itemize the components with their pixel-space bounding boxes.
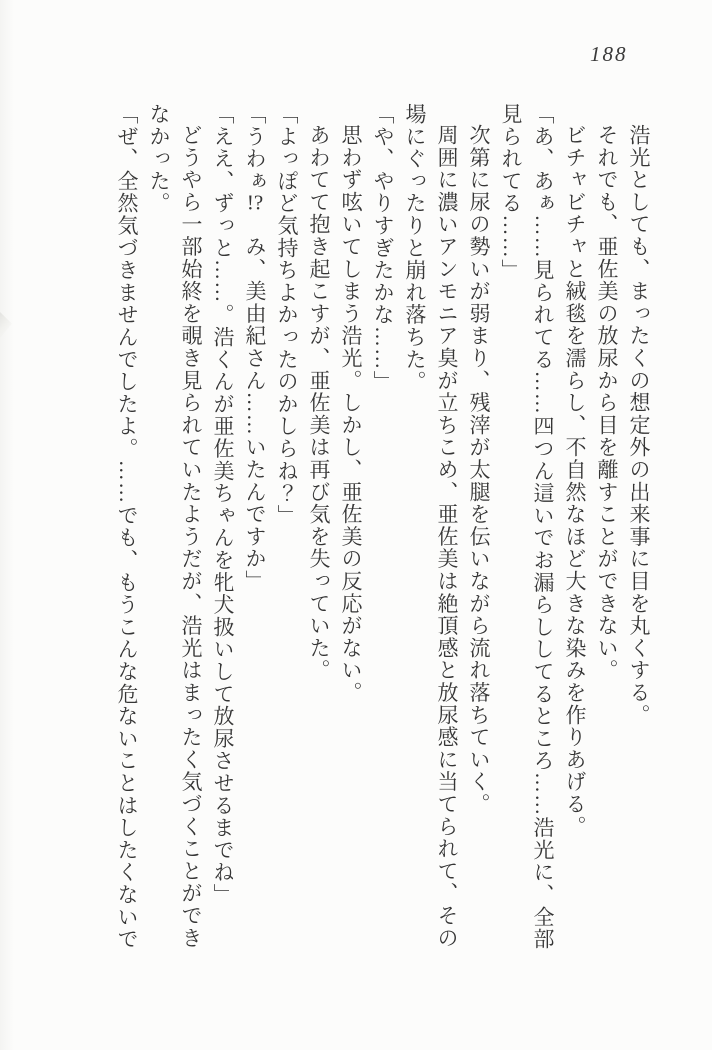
page-text bbox=[109, 103, 655, 961]
paragraph-9: あわてて抱き起こすが、亜佐美は再び気を失っていた。 bbox=[307, 124, 331, 682]
page-number: 188 bbox=[590, 42, 628, 66]
paragraph-7: 「や、やりすぎたかな……」 bbox=[371, 103, 395, 393]
paragraph-11: 「うわぁ!? み、美由紀さん……いたんですか」 bbox=[243, 103, 267, 593]
paragraph-5: 次第に尿の勢いが弱まり、残滓が太腿を伝いながら流れ落ちていく。 bbox=[467, 124, 491, 816]
paragraph-8: 思わず呟いてしまう浩光。しかし、亜佐美の反応がない。 bbox=[339, 124, 363, 704]
paragraph-2: それでも、亜佐美の放尿から目を離すことができない。 bbox=[595, 124, 619, 682]
paragraph-13: どうやら一部始終を覗き見られていたようだが、浩光はまったく気づくことができなかった。 bbox=[147, 103, 203, 950]
paragraph-4: 「あ、あぁ……見られてる……四つん這いでお漏らししてるところ……浩光に、全部見られてる……」 bbox=[499, 103, 555, 951]
interrobang-tcy: !? bbox=[246, 192, 264, 214]
paragraph-14: 「ぜ、全然気づきませんでしたよ。……でも、もうこんな危ないことはしたくないで bbox=[115, 103, 139, 951]
paragraph-3: ビチャビチャと絨毯を濡らし、不自然なほど大きな染みを作りあげる。 bbox=[563, 124, 587, 838]
paragraph-6: 周囲に濃いアンモニア臭が立ちこめ、亜佐美は絶頂感と放尿感に当てられて、その場にぐったりと崩れ落ちた。 bbox=[403, 103, 459, 950]
paragraph-1: 浩光としても、まったくの想定外の出来事に目を丸くする。 bbox=[627, 124, 651, 727]
paragraph-10: 「よっぽど気持ちよかったのかしらね？」 bbox=[275, 103, 299, 527]
scan-artifact-mark bbox=[0, 312, 12, 338]
paragraph-12: 「ええ、ずっと……。浩くんが亜佐美ちゃんを牝犬扱いして放尿させるまでね」 bbox=[211, 103, 235, 906]
